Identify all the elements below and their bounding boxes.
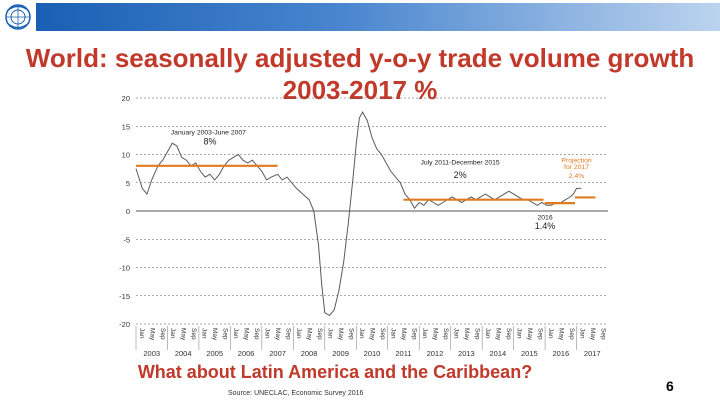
slide-title: World: seasonally adjusted y-o-y trade volume growth 2003-2017 % xyxy=(25,43,695,105)
x-month-label: Sep xyxy=(253,328,261,340)
x-month-label: May xyxy=(557,328,565,341)
x-month-label: Jan xyxy=(200,328,208,339)
chart-annotation: 2016 xyxy=(537,214,553,222)
latin-america-caption: What about Latin America and the Caribbean? xyxy=(137,362,533,382)
x-year-label: 2016 xyxy=(552,349,570,358)
x-month-label: May xyxy=(494,328,502,341)
x-month-label: Sep xyxy=(347,328,355,340)
x-month-label: Jan xyxy=(295,328,303,339)
slide-number: 6 xyxy=(666,378,674,394)
x-month-label: May xyxy=(148,328,156,341)
chart-svg xyxy=(100,88,620,360)
x-month-label: Sep xyxy=(410,328,418,340)
x-month-label: May xyxy=(368,328,376,341)
trade-growth-chart xyxy=(100,88,620,360)
x-month-label: May xyxy=(462,328,470,341)
x-month-label: May xyxy=(242,328,250,341)
x-month-label: Jan xyxy=(546,327,554,339)
x-month-label: Jan xyxy=(169,328,177,339)
x-month-label: Sep xyxy=(504,328,512,340)
y-tick-label: 15 xyxy=(121,122,130,132)
y-tick-label: 20 xyxy=(121,94,130,103)
source-note: Source: UNECLAC, Economic Survey 2016 xyxy=(228,390,364,397)
x-month-label: Sep xyxy=(536,328,544,340)
x-year-label: 2008 xyxy=(300,349,318,358)
x-month-label: May xyxy=(399,328,407,341)
y-tick-label: 5 xyxy=(125,178,130,188)
y-tick-label: 10 xyxy=(121,150,130,160)
x-year-label: 2013 xyxy=(458,349,475,358)
x-month-label: Sep xyxy=(567,328,575,340)
x-month-label: Sep xyxy=(158,328,166,340)
x-month-label: Sep xyxy=(190,328,198,340)
un-emblem-icon xyxy=(2,1,34,33)
y-tick-label: -20 xyxy=(119,320,130,329)
x-year-label: 2007 xyxy=(269,349,286,358)
x-month-label: Jan xyxy=(483,328,491,339)
x-year-label: 2004 xyxy=(174,349,192,358)
header-bar xyxy=(0,0,720,36)
x-month-label: Sep xyxy=(441,328,449,340)
x-month-label: Sep xyxy=(316,328,324,340)
x-month-label: Jan xyxy=(263,328,271,339)
x-year-label: 2003 xyxy=(143,349,161,358)
x-month-label: Jan xyxy=(358,328,366,339)
chart-annotation: July 2011-December 2015 xyxy=(420,159,500,167)
x-month-label: May xyxy=(211,328,219,341)
chart-annotation: 2% xyxy=(453,170,467,181)
x-month-label: Jan xyxy=(232,328,240,339)
x-month-label: Sep xyxy=(284,328,292,340)
x-year-label: 2012 xyxy=(426,349,444,358)
x-month-label: May xyxy=(431,328,439,341)
x-month-label: Sep xyxy=(473,328,481,340)
x-month-label: May xyxy=(337,328,345,341)
x-month-label: May xyxy=(305,328,313,341)
y-tick-label: 0 xyxy=(125,207,130,216)
chart-annotation: 1.4% xyxy=(534,221,556,232)
chart-annotation: 8% xyxy=(203,136,217,147)
x-month-label: Jan xyxy=(515,328,523,339)
x-year-label: 2005 xyxy=(206,349,224,358)
x-year-label: 2009 xyxy=(332,349,349,358)
x-year-label: 2014 xyxy=(489,349,507,358)
chart-annotation: for 2017 xyxy=(564,164,590,172)
x-month-label: May xyxy=(525,328,533,341)
x-month-label: May xyxy=(274,328,282,341)
y-tick-label: -10 xyxy=(119,263,130,273)
x-year-label: 2010 xyxy=(363,349,381,358)
y-tick-label: -15 xyxy=(119,291,130,301)
x-month-label: Jan xyxy=(137,328,145,339)
x-month-label: May xyxy=(588,328,596,341)
x-year-label: 2015 xyxy=(520,349,538,358)
x-month-label: Jan xyxy=(452,328,460,339)
y-tick-label: -5 xyxy=(123,235,130,245)
x-month-label: Jan xyxy=(578,328,586,339)
x-month-label: Jan xyxy=(420,328,428,339)
x-month-label: May xyxy=(179,328,187,341)
x-month-label: Sep xyxy=(379,328,387,340)
chart-annotation: 2.4% xyxy=(568,173,585,181)
x-month-label: Sep xyxy=(599,328,607,340)
chart-annotation: January 2003-June 2007 xyxy=(170,129,246,137)
x-year-label: 2011 xyxy=(395,349,412,358)
chart-annotation: Projection xyxy=(561,157,592,165)
x-year-label: 2006 xyxy=(237,349,255,358)
x-month-label: Sep xyxy=(221,328,229,340)
x-year-label: 2017 xyxy=(583,349,601,358)
header-band xyxy=(36,3,720,31)
x-month-label: Jan xyxy=(326,328,334,339)
x-month-label: Jan xyxy=(389,328,397,339)
